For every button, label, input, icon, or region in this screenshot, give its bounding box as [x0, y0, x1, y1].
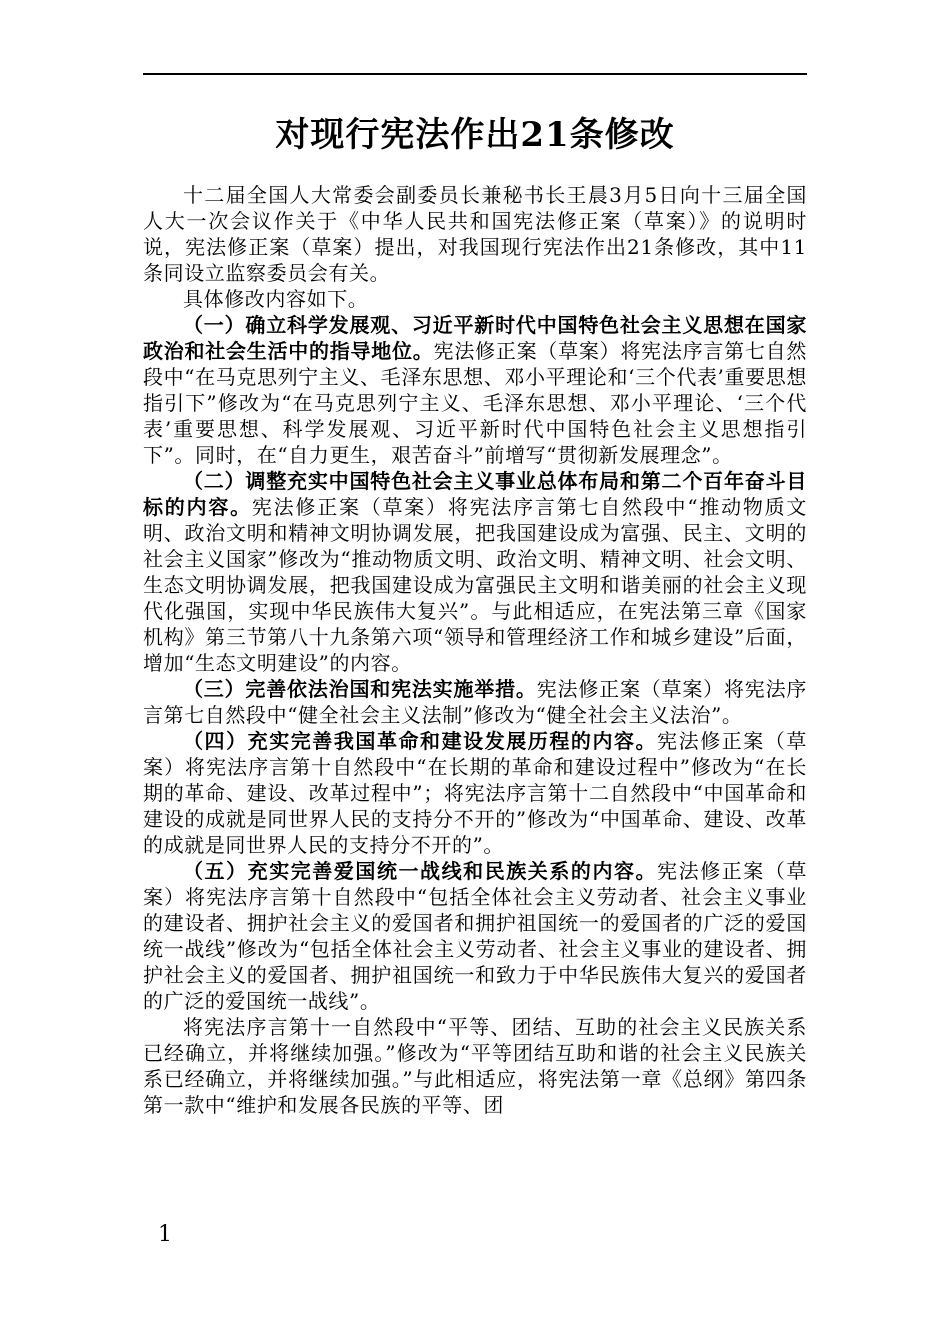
- item-heading: （五）充实完善爱国统一战线和民族关系的内容。: [183, 859, 658, 883]
- paragraph-text: 具体修改内容如下。: [183, 287, 369, 311]
- paragraph-item-1: [143, 312, 807, 468]
- paragraph-item-4: [143, 728, 807, 858]
- paragraph-text: 宪法修正案（草案）将宪法序言第十自然段中“在长期的革命和建设过程中”修改为“在长期的革命、建设、改革过程中”；将宪法序言第十二自然段中“中国革命和建设的成就是同世界人民的支持分不开的”修改为“中国革命、建设、改革的成就是同世界人民的支持分不开的”。: [143, 729, 808, 857]
- item-heading: （一）确立科学发展观、习近平新时代中国特色社会主义思想在国家政治和社会生活中的指导地位。: [143, 313, 807, 363]
- paragraph-continuation: [143, 1014, 807, 1118]
- paragraph-intro: [143, 182, 807, 286]
- paragraph-text: 将宪法序言第十一自然段中“平等、团结、互助的社会主义民族关系已经确立，并将继续加强。”修改为“平等团结互助和谐的社会主义民族关系已经确立，并将继续加强。”与此相适应，将宪法第一章《总纲》第四条第一款中“维护和发展各民族的平等、团: [143, 1015, 807, 1117]
- paragraph-text: 宪法修正案（草案）将宪法序言第七自然段中“推动物质文明、政治文明和精神文明协调发展，把我国建设成为富强、民主、文明的社会主义国家”修改为“推动物质文明、政治文明、精神文明、社会文明、生态文明协调发展，把我国建设成为富强民主文明和谐美丽的社会主义现代化强国，实现中华民族伟大复兴”。与此相适应，在宪法第三章《国家机构》第三节第八十九条第六项“领导和管理经济工作和城乡建设”后面，增加“生态文明建设”的内容。: [143, 495, 808, 675]
- item-heading: （二）调整充实中国特色社会主义事业总体布局和第二个百年奋斗目标的内容。: [143, 469, 807, 519]
- item-heading: （四）充实完善我国革命和建设发展历程的内容。: [183, 729, 658, 753]
- paragraph-text: 十二届全国人大常委会副委员长兼秘书长王晨3月5日向十三届全国人大一次会议作关于《中华人民共和国宪法修正案（草案）》的说明时说，宪法修正案（草案）提出，对我国现行宪法作出21条修改，其中11条同设立监察委员会有关。: [143, 183, 807, 285]
- header-rule: [143, 73, 807, 75]
- document-body: [143, 182, 807, 1118]
- paragraph-text: 宪法修正案（草案）将宪法序言第十自然段中“包括全体社会主义劳动者、社会主义事业的建设者、拥护社会主义的爱国者和拥护祖国统一的爱国者的广泛的爱国统一战线”修改为“包括全体社会主义劳动者、社会主义事业的建设者、拥护社会主义的爱国者、拥护祖国统一和致力于中华民族伟大复兴的爱国者的广泛的爱国统一战线”。: [143, 859, 808, 1013]
- paragraph-lead: [143, 286, 807, 312]
- paragraph-item-2: [143, 468, 807, 676]
- document-title: 对现行宪法作出21条修改: [275, 115, 675, 155]
- page-number: 1: [158, 1222, 172, 1247]
- paragraph-item-3: [143, 676, 807, 728]
- item-heading: （三）完善依法治国和宪法实施举措。: [183, 677, 537, 701]
- paragraph-text: 宪法修正案（草案）将宪法序言第七自然段中“健全社会主义法制”修改为“健全社会主义法治”。: [143, 677, 807, 727]
- paragraph-item-5: [143, 858, 807, 1014]
- paragraph-text: 宪法修正案（草案）将宪法序言第七自然段中“在马克思列宁主义、毛泽东思想、邓小平理论和‘三个代表’重要思想指引下”修改为“在马克思列宁主义、毛泽东思想、邓小平理论、‘三个代表’重要思想、科学发展观、习近平新时代中国特色社会主义思想指引下”。同时，在“自力更生，艰苦奋斗”前增写“贯彻新发展理念”。: [143, 339, 807, 467]
